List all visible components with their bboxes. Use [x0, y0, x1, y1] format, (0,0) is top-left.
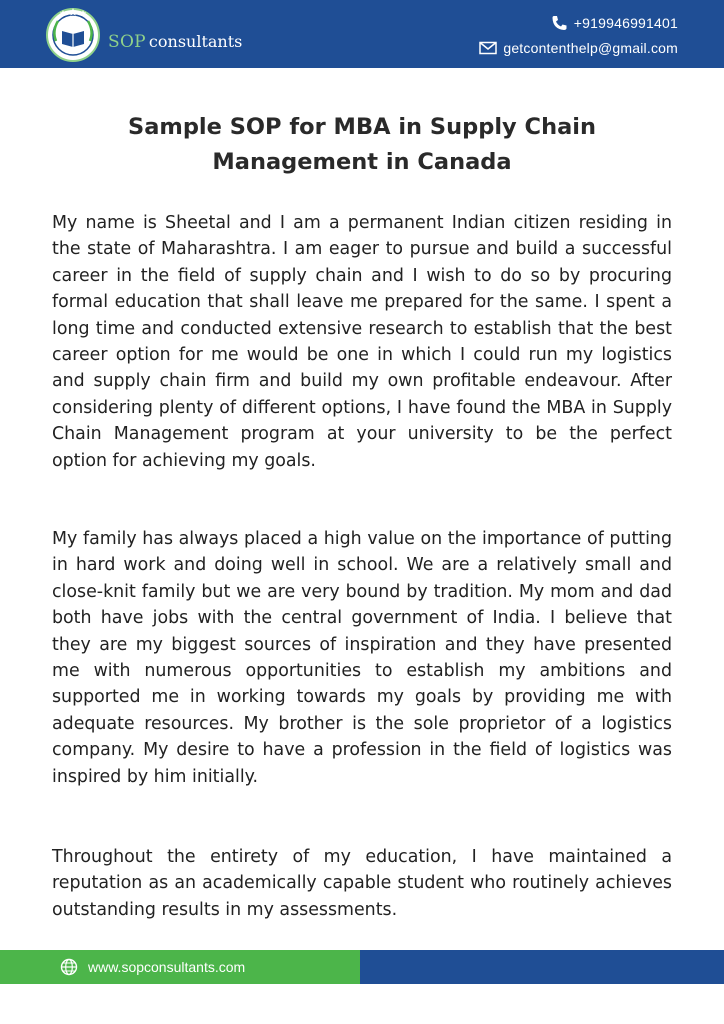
paragraph-2: My family has always placed a high value on the importance of putting in hard work and doing well in school. We are a relatively small and close-knit family but we are very bound by tradition. My mom and dad both have jobs with the central government of India. I believe that they are my biggest sources of inspiration and they have presented me with numerous opportunities to establish my ambitions and supported me in working towards my goals by providing me with adequate resources. My brother is the sole proprietor of a logistics company. My desire to have a profession in the field of logistics was inspired by him initially.: [52, 529, 672, 787]
email-row: [479, 37, 678, 59]
title-line-1: Sample SOP for MBA in Supply Chain: [127, 114, 597, 140]
website-link[interactable]: www.sopconsultants.com: [88, 959, 246, 975]
contact-info: [479, 12, 678, 59]
envelope-icon: [479, 40, 497, 56]
title-line-2: Management in Canada: [212, 149, 512, 175]
page-title: [60, 110, 664, 180]
brand-name: [108, 32, 242, 52]
paragraph-1: My name is Sheetal and I am a permanent Indian citizen residing in the state of Maharashtra. I am eager to pursue and build a successful career in the field of supply chain and I wish to do so by procuring formal education that shall leave me prepared for the same. I spent a long time and conducted extensive research to establish that the best career option for me would be one in which I could run my logistics and supply chain firm and build my own profitable endeavour. After considering plenty of different options, I have found the MBA in Supply Chain Management program at your university to be the perfect option for achieving my goals.: [52, 213, 672, 471]
brand-sop: SOP: [108, 32, 146, 52]
footer-website: [60, 950, 245, 984]
phone-row: [479, 12, 678, 34]
globe-icon: [60, 958, 78, 976]
header-bar: [0, 0, 724, 68]
paragraph-3: Throughout the entirety of my education, I have maintained a reputation as an academically capable student who routinely achieves outstanding results in my assessments.: [52, 847, 672, 920]
footer-blue-band: [360, 950, 724, 984]
email-address[interactable]: getcontenthelp@gmail.com: [503, 40, 678, 56]
phone-icon: [550, 15, 568, 31]
phone-number[interactable]: +919946991401: [573, 15, 678, 31]
brand-consultants: consultants: [148, 32, 243, 51]
book-wreath-logo-icon: [44, 5, 102, 63]
